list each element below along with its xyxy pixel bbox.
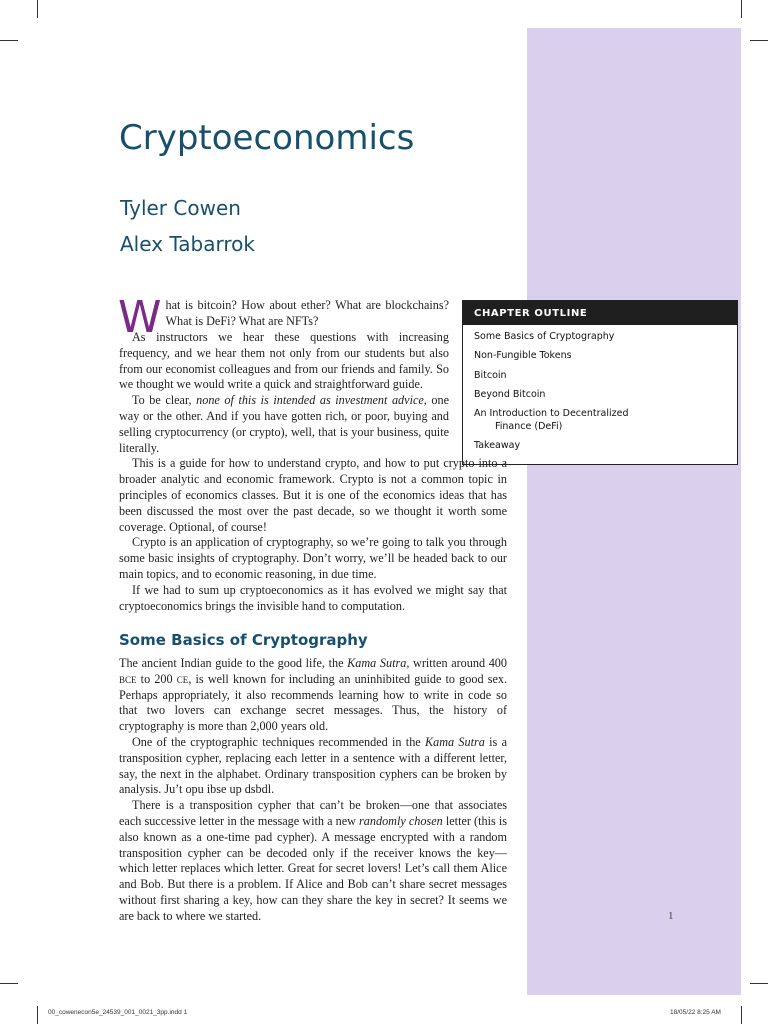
footer-timestamp: 18/05/22 8:25 AM xyxy=(670,1009,721,1016)
intro-paragraph: What is bitcoin? How about ether? What are blockchains? What is DeFi? What are NFTs? xyxy=(118,292,449,343)
crop-mark xyxy=(0,40,18,41)
outline-item-line: Finance (DeFi) xyxy=(495,420,563,432)
outline-item[interactable]: Non-Fungible Tokens xyxy=(474,350,572,362)
body-paragraph: The ancient Indian guide to the good life, the Kama Sutra, written around 400 bce to 200 ce, is well known for including an uninhibited guide to good sex. Perhaps appropriately, it also recommends learning how to write in code so that two lovers can exchange secret messages. Thus, the history of cryptography is more than 2,000 years old. xyxy=(119,656,508,734)
outline-item[interactable]: Takeaway xyxy=(474,439,521,451)
body-paragraph: This is a guide for how to understand crypto, and how to put crypto into a broader analytic and economic framework. Crypto is not a common topic in principles of economics classes. But it is one of the economics ideas that has been discussed the most over the past decade, so we thought it worth some coverage. Optional, of course! xyxy=(119,456,507,534)
section-text-block xyxy=(119,656,507,925)
crop-mark xyxy=(37,1006,38,1024)
section-heading: Some Basics of Cryptography xyxy=(119,631,368,649)
author-name: Alex Tabarrok xyxy=(120,232,255,256)
crop-mark xyxy=(37,0,38,18)
body-paragraph: There is a transposition cypher that can’t be broken—one that associates each successive letter in the message with a new randomly chosen letter (this is also known as a one-time pad cypher). A message encrypted with a random transposition cypher can be decoded only if the receiver knows the key—which letter replaces which letter. Great for secret lovers! Let’s call them Alice and Bob. But there is a problem. If Alice and Bob can’t share secret messages without first sharing a key, how can they share the key in secret? It seems we are back to where we started. xyxy=(119,798,507,923)
outline-item-line: An Introduction to Decentralized xyxy=(474,408,629,420)
crop-mark xyxy=(741,0,742,18)
author-name: Tyler Cowen xyxy=(120,196,241,220)
chapter-outline-heading: CHAPTER OUTLINE xyxy=(463,301,737,325)
drop-cap: W xyxy=(118,292,162,343)
body-paragraph: As instructors we hear these questions with increasing frequency, and we hear them not only from our students but also from our economist colleagues and from our friends and family. So we thought we would write a quick and straightforward guide. xyxy=(119,330,449,392)
margin-color-band xyxy=(527,28,741,995)
outline-item[interactable] xyxy=(474,408,727,433)
crop-mark xyxy=(750,40,768,41)
crop-mark xyxy=(0,983,18,984)
outline-item[interactable]: Bitcoin xyxy=(474,369,507,381)
body-paragraph: Crypto is an application of cryptography, so we’re going to talk you through some basic insights of cryptography. Don’t worry, we’ll be headed back to our main topics, and to economic reasoning, in due time. xyxy=(119,535,507,581)
chapter-title: Cryptoeconomics xyxy=(119,118,415,158)
footer-file-slug: 00_cowenecon5e_24539_001_0021_3pp.indd 1 xyxy=(48,1009,188,1016)
crop-mark xyxy=(750,983,768,984)
body-paragraph: If we had to sum up cryptoeconomics as it has evolved we might say that cryptoeconomics brings the invisible hand to computation. xyxy=(119,582,507,613)
body-text-block xyxy=(119,330,507,614)
crop-mark xyxy=(741,1006,742,1024)
outline-item[interactable]: Beyond Bitcoin xyxy=(474,388,546,400)
body-paragraph: To be clear, none of this is intended as investment advice, one way or the other. And if you have gotten rich, or poor, buying and selling cryptocurrency (or crypto), well, that is your business, quite literally. xyxy=(119,393,449,455)
page-number: 1 xyxy=(668,910,674,922)
body-paragraph: One of the cryptographic techniques recommended in the Kama Sutra is a transposition cypher, replacing each letter in a sentence with a different letter, say, the next in the alphabet. Ordinary transposition cyphers can be broken by analysis. Ju’t opu ibse up dsbdl. xyxy=(119,734,507,797)
outline-item[interactable]: Some Basics of Cryptography xyxy=(474,331,615,342)
